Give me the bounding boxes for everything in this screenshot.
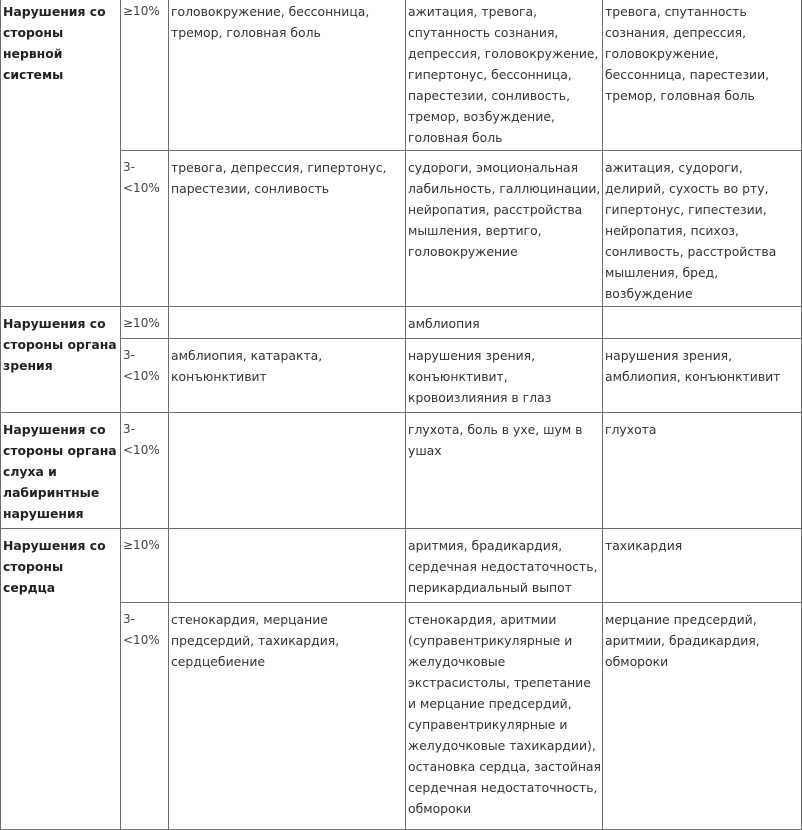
frequency-cell: ≥10% [121,0,169,151]
effects-cell: глухота [603,413,802,529]
effects-cell: ажитация, тревога, спутанность сознания, депрессия, головокружение, гипертонус, бессонница, парестезии, сонливость, тремор, возбуждение, головная боль [406,0,603,151]
organ-class-cell: Нарушения со стороны сердца [1,529,121,830]
table-row [1,413,802,529]
organ-class-cell: Нарушения со стороны органа слуха и лабиринтные нарушения [1,413,121,529]
effects-cell [169,529,406,603]
frequency-cell: ≥10% [121,307,169,339]
effects-cell: амблиопия [406,307,603,339]
table-row [1,151,802,307]
organ-class-cell: Нарушения со стороны нервной системы [1,0,121,307]
table-row [1,529,802,603]
table-row [1,0,802,151]
effects-cell: судороги, эмоциональная лабильность, галлюцинации, нейропатия, расстройства мышления, вертиго, головокружение [406,151,603,307]
effects-cell: тревога, спутанность сознания, депрессия, головокружение, бессонница, парестезии, тремор, головная боль [603,0,802,151]
effects-cell: аритмия, брадикардия, сердечная недостаточность, перикардиальный выпот [406,529,603,603]
table-row [1,307,802,339]
frequency-cell: 3-<10% [121,413,169,529]
effects-cell: стенокардия, мерцание предсердий, тахикардия, сердцебиение [169,603,406,830]
organ-class-cell: Нарушения со стороны органа зрения [1,307,121,413]
frequency-cell: 3-<10% [121,339,169,413]
table-row [1,339,802,413]
effects-cell: нарушения зрения, конъюнктивит, кровоизлияния в глаз [406,339,603,413]
effects-cell [169,307,406,339]
effects-cell: тревога, депрессия, гипертонус, парестезии, сонливость [169,151,406,307]
frequency-cell: 3-<10% [121,603,169,830]
effects-cell [603,307,802,339]
frequency-cell: ≥10% [121,529,169,603]
effects-cell [169,413,406,529]
effects-cell: ажитация, судороги, делирий, сухость во рту, гипертонус, гипестезии, нейропатия, психоз, сонливость, расстройства мышления, бред, возбуждение [603,151,802,307]
effects-cell: стенокардия, аритмии (суправентрикулярные и желудочковые экстрасистолы, трепетание и мерцание предсердий, суправентрикулярные и желудочковые тахикардии), остановка сердца, застойная сердечная недостаточность, обмороки [406,603,603,830]
effects-cell: мерцание предсердий, аритмии, брадикардия, обмороки [603,603,802,830]
table-row [1,603,802,830]
frequency-cell: 3-<10% [121,151,169,307]
effects-cell: головокружение, бессонница, тремор, головная боль [169,0,406,151]
effects-cell: глухота, боль в ухе, шум в ушах [406,413,603,529]
effects-cell: амблиопия, катаракта, конъюнктивит [169,339,406,413]
effects-cell: нарушения зрения, амблиопия, конъюнктивит [603,339,802,413]
effects-cell: тахикардия [603,529,802,603]
